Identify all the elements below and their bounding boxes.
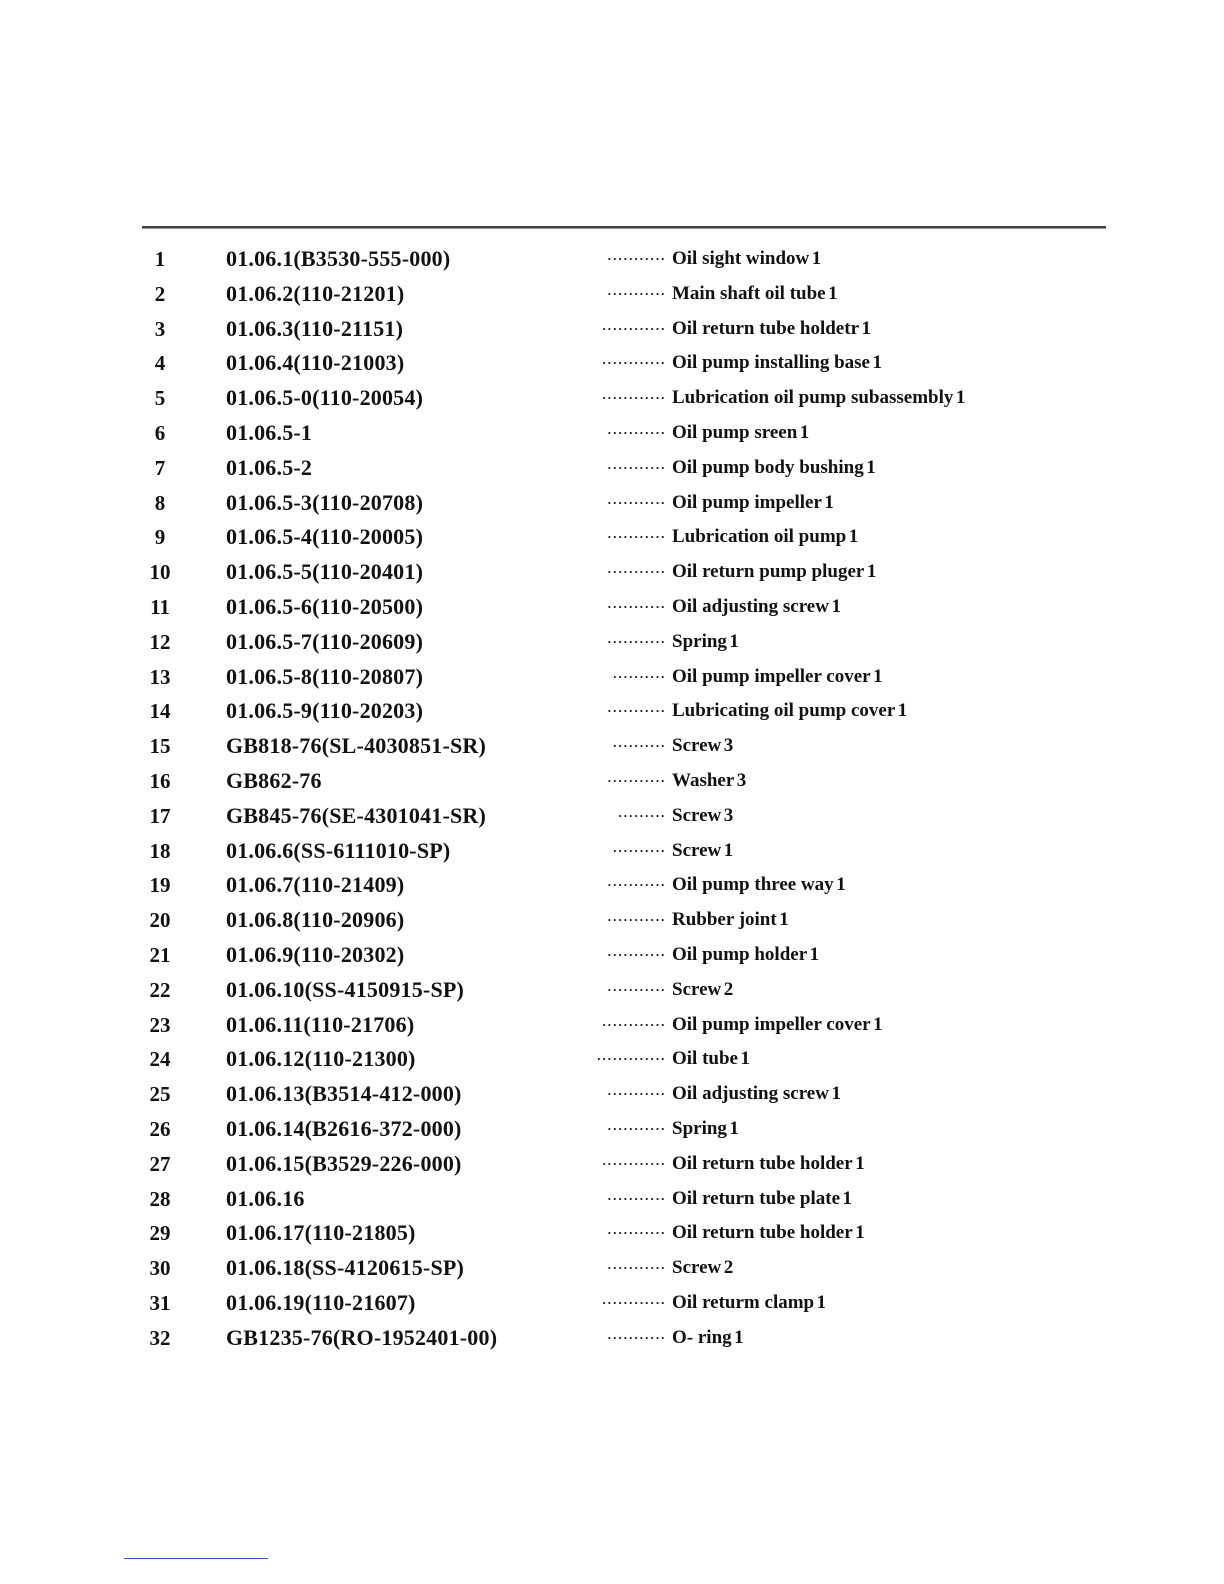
quantity: 3 — [723, 804, 734, 826]
item-number: 28 — [149, 1186, 171, 1211]
item-number: 2 — [154, 281, 166, 306]
part-description: Screw — [672, 735, 722, 757]
part-description: Oil pump body bushing — [672, 456, 864, 478]
part-code: 01.06.5-4(110-20005) — [226, 524, 424, 550]
leader-dots: ··········· — [607, 1260, 666, 1276]
quantity: 1 — [734, 1326, 744, 1348]
leader-dots: ··········· — [607, 1329, 666, 1345]
description-group — [672, 1147, 1084, 1181]
item-number: 30 — [149, 1256, 171, 1281]
leader-dots: ·········· — [612, 668, 666, 684]
item-number: 23 — [149, 1012, 171, 1037]
description-group — [672, 799, 1084, 833]
part-code: 01.06.5-1 — [226, 419, 313, 445]
item-number: 13 — [149, 664, 171, 689]
leader-dots: ··········· — [607, 1086, 666, 1102]
part-description: Screw — [672, 978, 722, 1000]
description-group — [672, 973, 1084, 1007]
item-number: 12 — [149, 629, 171, 654]
part-row — [0, 381, 1224, 416]
part-code: 01.06.6(SS-6111010-SP) — [226, 837, 451, 863]
part-description: Oil pump installing base — [672, 352, 870, 374]
item-number: 16 — [149, 768, 171, 793]
part-description: Oil pump holder — [672, 943, 808, 965]
leader-dots: ············ — [601, 1155, 666, 1171]
leader-dots: ··········· — [607, 251, 666, 266]
quantity: 1 — [723, 839, 734, 861]
leader-dots: ··········· — [607, 633, 666, 649]
part-description: Oil return tube holder — [672, 1222, 853, 1244]
part-description: Lubrication oil pump subassembly — [672, 387, 954, 409]
description-group — [672, 1042, 1084, 1076]
leader-dots: ············ — [601, 1294, 666, 1310]
part-row — [0, 1286, 1224, 1321]
part-row — [0, 1182, 1224, 1217]
part-code: 01.06.10(SS-4150915-SP) — [226, 976, 465, 1002]
part-code: GB862-76 — [226, 767, 322, 793]
part-row — [0, 938, 1224, 973]
part-row — [0, 625, 1224, 660]
quantity: 1 — [855, 1222, 865, 1244]
quantity: 1 — [873, 1013, 883, 1035]
part-code: 01.06.5-6(110-20500) — [226, 593, 424, 619]
part-row — [0, 520, 1224, 555]
part-code: 01.06.4(110-21003) — [226, 350, 405, 376]
description-group — [672, 416, 1084, 450]
item-number: 10 — [149, 560, 171, 585]
part-description: Oil return tube plate — [672, 1187, 841, 1209]
quantity: 3 — [723, 735, 734, 757]
quantity: 1 — [729, 630, 739, 652]
part-code: GB845-76(SE-4301041-SR) — [226, 802, 487, 828]
part-description: Screw — [672, 804, 722, 826]
part-description: Screw — [672, 1257, 722, 1279]
quantity: 1 — [836, 874, 846, 896]
quantity: 1 — [866, 456, 876, 478]
item-number: 32 — [149, 1325, 171, 1350]
header-rule — [142, 226, 1106, 229]
leader-dots: ··········· — [607, 772, 666, 788]
quantity: 1 — [861, 317, 872, 339]
part-code: 01.06.5-9(110-20203) — [226, 698, 424, 724]
part-description: Oil sight window — [672, 248, 810, 269]
description-group — [672, 1112, 1084, 1146]
part-row — [0, 834, 1224, 869]
description-group — [672, 555, 1084, 589]
item-number: 6 — [154, 420, 166, 445]
part-row — [0, 346, 1224, 381]
quantity: 1 — [872, 352, 882, 374]
description-group — [672, 1251, 1084, 1285]
part-row — [0, 242, 1224, 277]
quantity: 1 — [831, 595, 841, 617]
quantity: 1 — [824, 491, 834, 513]
leader-dots: ········· — [617, 807, 666, 823]
quantity: 1 — [897, 700, 908, 722]
part-description: Spring — [672, 630, 727, 652]
leader-dots: ·········· — [612, 738, 666, 754]
part-description: Oil pump impeller cover — [672, 665, 871, 687]
part-code: 01.06.8(110-20906) — [226, 907, 405, 933]
part-code: 01.06.5-7(110-20609) — [226, 628, 424, 654]
item-number: 8 — [154, 490, 166, 515]
part-code: 01.06.5-3(110-20708) — [226, 489, 424, 515]
description-group — [672, 938, 1084, 972]
item-number: 3 — [154, 316, 166, 341]
description-group — [672, 242, 1084, 276]
part-description: Lubricating oil pump cover — [672, 700, 896, 722]
description-group — [672, 1077, 1084, 1111]
description-group — [672, 590, 1084, 624]
leader-dots: ··········· — [607, 912, 666, 928]
leader-dots: ··········· — [607, 946, 666, 962]
description-group — [672, 660, 1084, 694]
item-number: 26 — [149, 1116, 171, 1141]
part-row — [0, 1251, 1224, 1286]
description-group — [672, 346, 1084, 380]
quantity: 1 — [799, 421, 810, 443]
item-number: 22 — [149, 977, 171, 1002]
description-group — [672, 903, 1084, 937]
part-code: 01.06.17(110-21805) — [226, 1220, 416, 1246]
leader-dots: ··········· — [607, 877, 666, 893]
quantity: 1 — [855, 1152, 865, 1174]
part-row — [0, 277, 1224, 312]
quantity: 1 — [740, 1048, 750, 1070]
part-row — [0, 555, 1224, 590]
part-row — [0, 764, 1224, 799]
parts-list — [0, 242, 1224, 1356]
item-number: 7 — [154, 455, 166, 480]
item-number: 25 — [149, 1082, 171, 1107]
leader-dots: ··········· — [607, 459, 666, 475]
part-code: GB1235-76(RO-1952401-00) — [226, 1324, 498, 1350]
part-description: Main shaft oil tube — [672, 282, 826, 304]
part-row — [0, 1077, 1224, 1112]
leader-dots: ··········· — [607, 285, 666, 301]
description-group — [672, 625, 1084, 659]
leader-dots: ··········· — [607, 424, 666, 440]
description-group — [672, 764, 1084, 798]
part-row — [0, 1112, 1224, 1147]
item-number: 15 — [149, 734, 171, 759]
item-number: 24 — [149, 1047, 171, 1072]
item-number: 11 — [150, 594, 170, 619]
item-number: 1 — [154, 247, 166, 271]
item-number: 31 — [149, 1290, 171, 1315]
leader-dots: ··········· — [607, 981, 666, 997]
part-description: Oil returm clamp — [672, 1291, 815, 1313]
part-description: Washer — [672, 769, 735, 791]
part-description: Oil tube — [672, 1048, 738, 1070]
quantity: 1 — [955, 387, 966, 409]
part-code: 01.06.14(B2616-372-000) — [226, 1115, 462, 1141]
part-code: 01.06.13(B3514-412-000) — [226, 1081, 462, 1107]
quantity: 1 — [816, 1291, 827, 1313]
part-description: Lubrication oil pump — [672, 526, 847, 548]
part-row — [0, 312, 1224, 347]
description-group — [672, 381, 1084, 415]
description-group — [672, 277, 1084, 311]
part-row — [0, 973, 1224, 1008]
part-code: 01.06.19(110-21607) — [226, 1289, 416, 1315]
leader-dots: ··········· — [607, 703, 666, 719]
description-group — [672, 1321, 1084, 1355]
leader-dots: ············· — [596, 1051, 666, 1067]
leader-dots: ··········· — [607, 1120, 666, 1136]
part-description: O- ring — [672, 1326, 732, 1348]
quantity: 1 — [842, 1187, 853, 1209]
part-description: Rubber joint — [672, 909, 777, 931]
part-description: Screw — [672, 839, 722, 861]
description-group — [672, 486, 1084, 520]
item-number: 19 — [149, 873, 171, 898]
part-code: 01.06.5-8(110-20807) — [226, 663, 424, 689]
part-description: Oil pump impeller — [672, 491, 822, 513]
part-row — [0, 416, 1224, 451]
item-number: 5 — [154, 386, 166, 411]
part-code: 01.06.5-0(110-20054) — [226, 385, 424, 411]
quantity: 2 — [723, 978, 734, 1000]
quantity: 1 — [848, 526, 859, 548]
quantity: 1 — [828, 282, 838, 304]
part-row — [0, 486, 1224, 521]
part-code: GB818-76(SL-4030851-SR) — [226, 733, 487, 759]
quantity: 1 — [831, 1083, 841, 1105]
quantity: 2 — [723, 1257, 734, 1279]
part-description: Oil return tube holder — [672, 1152, 853, 1174]
part-row — [0, 1008, 1224, 1043]
quantity: 1 — [811, 248, 822, 269]
part-code: 01.06.12(110-21300) — [226, 1046, 416, 1072]
part-code: 01.06.7(110-21409) — [226, 872, 405, 898]
description-group — [672, 868, 1084, 902]
leader-dots: ··········· — [607, 529, 666, 545]
quantity: 3 — [736, 769, 747, 791]
item-number: 18 — [149, 838, 171, 863]
part-row — [0, 660, 1224, 695]
part-description: Oil pump impeller cover — [672, 1013, 871, 1035]
leader-dots: ············ — [601, 320, 666, 336]
footnote-rule — [124, 1558, 268, 1559]
part-row — [0, 1321, 1224, 1356]
part-code: 01.06.9(110-20302) — [226, 941, 405, 967]
leader-dots: ············ — [601, 1016, 666, 1032]
leader-dots: ··········· — [607, 598, 666, 614]
part-row — [0, 903, 1224, 938]
description-group — [672, 1008, 1084, 1042]
leader-dots: ··········· — [607, 1225, 666, 1241]
leader-dots: ·········· — [612, 842, 666, 858]
quantity: 1 — [873, 665, 883, 687]
leader-dots: ··········· — [607, 564, 666, 580]
part-code: 01.06.5-5(110-20401) — [226, 559, 424, 585]
description-group — [672, 834, 1084, 868]
leader-dots: ··········· — [607, 1190, 666, 1206]
part-code: 01.06.18(SS-4120615-SP) — [226, 1255, 465, 1281]
item-number: 14 — [149, 699, 171, 724]
quantity: 1 — [866, 561, 877, 583]
description-group — [672, 312, 1084, 346]
part-row — [0, 590, 1224, 625]
description-group — [672, 694, 1084, 728]
part-row — [0, 868, 1224, 903]
description-group — [672, 451, 1084, 485]
description-group — [672, 729, 1084, 763]
part-row — [0, 1216, 1224, 1251]
part-code: 01.06.15(B3529-226-000) — [226, 1150, 462, 1176]
part-code: 01.06.2(110-21201) — [226, 280, 405, 306]
part-code: 01.06.11(110-21706) — [226, 1011, 415, 1037]
item-number: 17 — [149, 803, 171, 828]
item-number: 9 — [154, 525, 166, 550]
description-group — [672, 1216, 1084, 1250]
description-group — [672, 1286, 1084, 1320]
part-row — [0, 694, 1224, 729]
part-code: 01.06.5-2 — [226, 454, 313, 480]
part-code: 01.06.1(B3530-555-000) — [226, 246, 451, 271]
leader-dots: ············ — [601, 355, 666, 371]
leader-dots: ··········· — [607, 494, 666, 510]
quantity: 1 — [779, 909, 789, 931]
item-number: 29 — [149, 1221, 171, 1246]
part-description: Oil adjusting screw — [672, 595, 829, 617]
part-row — [0, 799, 1224, 834]
item-number: 21 — [149, 942, 171, 967]
part-description: Oil adjusting screw — [672, 1083, 829, 1105]
item-number: 20 — [149, 908, 171, 933]
part-code: 01.06.3(110-21151) — [226, 315, 404, 341]
part-description: Oil pump sreen — [672, 421, 798, 443]
part-description: Oil return tube holdetr — [672, 317, 860, 339]
description-group — [672, 1182, 1084, 1216]
part-row — [0, 451, 1224, 486]
part-row — [0, 729, 1224, 764]
quantity: 1 — [729, 1117, 739, 1139]
part-description: Oil return pump pluger — [672, 561, 865, 583]
leader-dots: ············ — [601, 390, 666, 406]
quantity: 1 — [809, 943, 820, 965]
part-description: Spring — [672, 1117, 727, 1139]
item-number: 4 — [154, 351, 166, 376]
part-row — [0, 1147, 1224, 1182]
item-number: 27 — [149, 1151, 171, 1176]
part-row — [0, 1042, 1224, 1077]
description-group — [672, 520, 1084, 554]
part-description: Oil pump three way — [672, 874, 834, 896]
part-code: 01.06.16 — [226, 1185, 305, 1211]
